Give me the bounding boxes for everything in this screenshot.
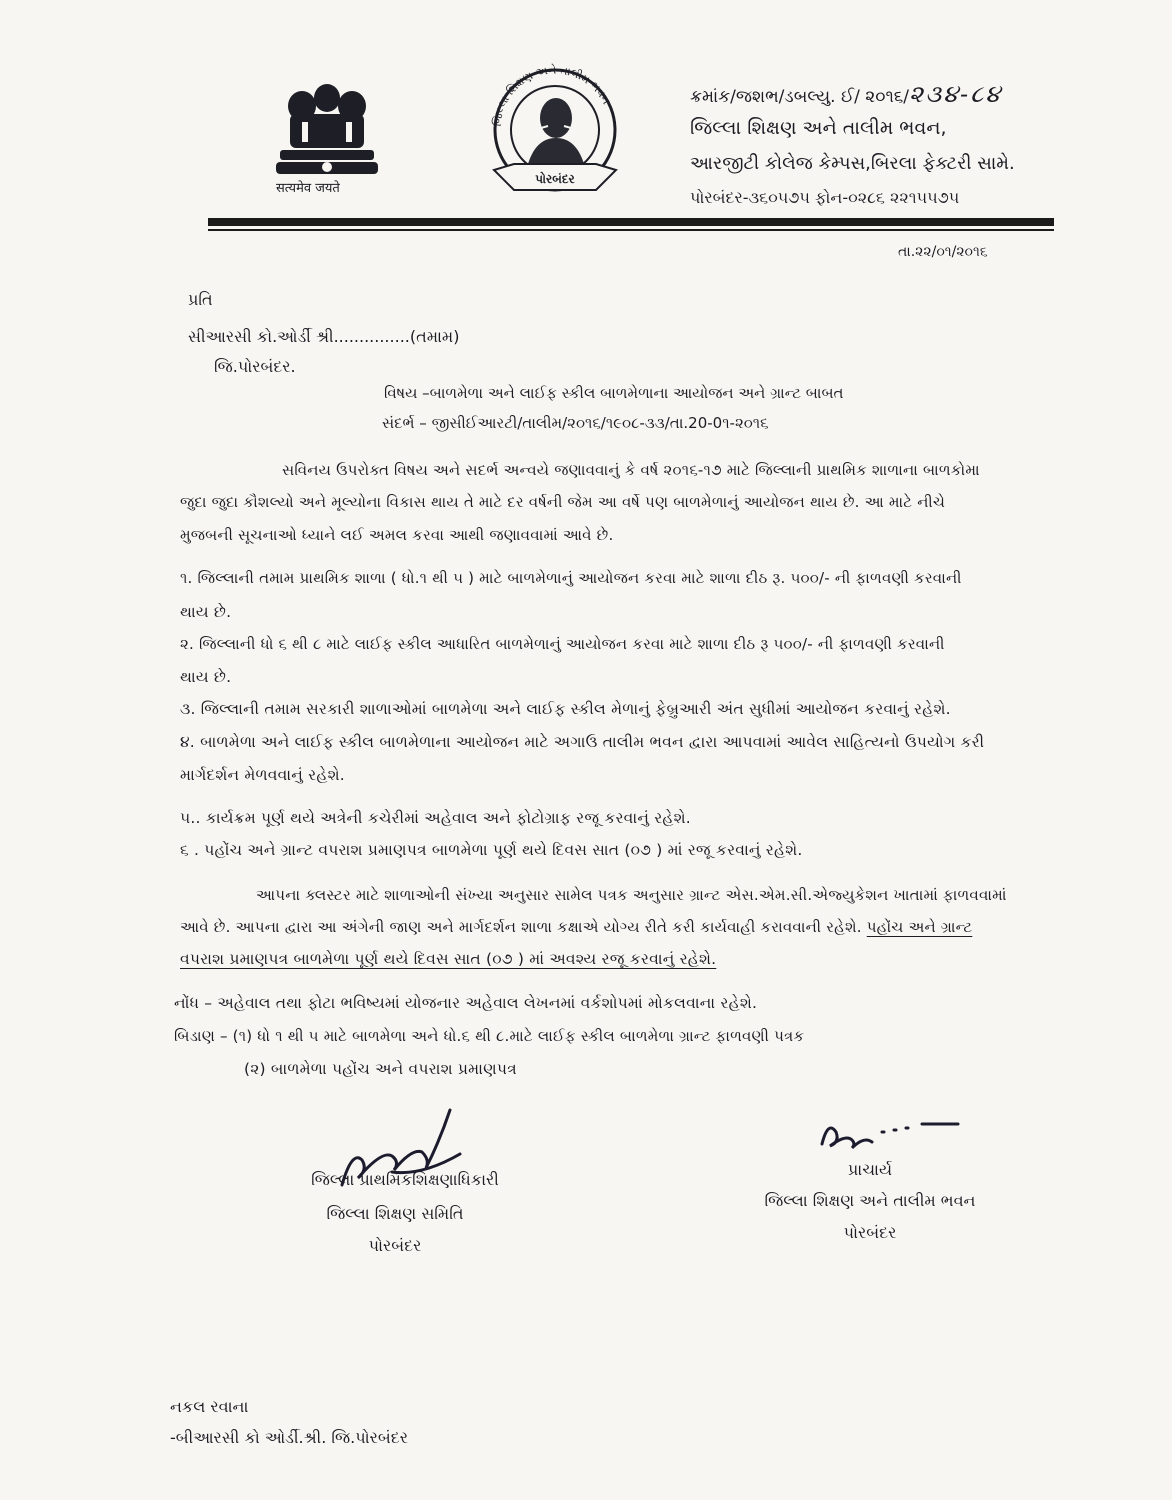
cluster-line-3: વપરાશ પ્રમાણપત્ર બાળમેળા પૂર્ણ થયે દિવસ સાત (૦૭ ) માં અવશ્ય રજૂ કરવાનું રહેશે. [180,950,717,968]
point-5: ૫.. કાર્યક્રમ પૂર્ણ થયે અત્રેની કચેરીમાં અહેવાલ અને ફોટોગ્રાફ રજૂ કરવાનું રહેશે. [180,809,691,827]
cluster-line-2-underlined: પહોંચ અને ગ્રાન્ટ [866,918,973,936]
cluster-line-1: આપના ક્લસ્ટર માટે શાળાઓની સંખ્યા અનુસાર સામેલ પત્રક અનુસાર ગ્રાન્ટ એસ.એમ.સી.એજ્યુકેશન ખાતામાં ફાળવવામાં [256,886,1007,904]
header-divider-thin [208,229,1054,231]
signature-right [812,1108,962,1158]
cluster-line-2-text: આવે છે. આપના દ્વારા આ અંગેની જાણ અને માર્ગદર્શન શાળા કક્ષાએ યોગ્ય રીતે કરી કાર્યવાહી કરાવવાની રહેશે. [180,918,867,936]
reference-handwritten: ૨૩૪-૮૪ [909,80,1003,108]
reference-prefix: ક્રમાંક/જશભ/ડબલ્યુ. ઈ/ ૨૦૧૬/ [690,87,910,107]
signatory-right-dept: જિલ્લા શિક્ષણ અને તાલીમ ભવન [764,1191,976,1210]
point-4-line-2: માર્ગદર્શન મેળવવાનું રહેશે. [180,766,345,784]
signatory-left-dept: જિલ્લા શિક્ષણ સમિતિ [326,1204,464,1223]
enclosure-1: બિડાણ – (૧) ધો ૧ થી ૫ માટે બાળમેળા અને ધો.૬ થી ૮.માટે લાઈફ સ્કીલ બાળમેળા ગ્રાન્ટ ફાળવણી પત્રક [174,1027,805,1045]
reference-line: સંદર્ભ – જીસીઈઆરટી/તાલીમ/૨૦૧૬/૧૯૦૮-૩૩/તા.20-0૧-૨૦૧૬ [382,414,769,432]
point-4-line-1: ૪. બાળમેળા અને લાઈફ સ્કીલ બાળમેળાના આયોજન માટે અગાઉ તાલીમ ભવન દ્વારા આપવામાં આવેલ સાહિત્યનો ઉપયોગ કરી [180,733,985,751]
signatory-right-title: પ્રાચાર્ય [847,1160,893,1179]
copy-recipient: -બીઆરસી કો ઓર્ડી.શ્રી. જિ.પોરબંદર [170,1428,408,1447]
recipient-district: જિ.પોરબંદર. [214,357,296,376]
signatory-right-city: પોરબંદર [843,1223,897,1242]
note-line: નોંધ – અહેવાલ તથા ફોટા ભવિષ્યમાં યોજનાર અહેવાલ લેખનમાં વર્કશોપમાં મોકલવાના રહેશે. [174,994,758,1012]
point-2-line-1: ૨. જિલ્લાની ધો ૬ થી ૮ માટે લાઈફ સ્કીલ આધારિત બાળમેળાનું આયોજન કરવા માટે શાળા દીઠ રૂ ૫૦૦/- ની ફાળવણી કરવાની [180,635,945,653]
recipient-prati: પ્રતિ [188,290,213,309]
signatory-left-city: પોરબંદર [368,1236,422,1255]
subject-line: વિષય –બાળમેળા અને લાઈફ સ્કીલ બાળમેળાના આયોજન અને ગ્રાન્ટ બાબત [384,384,844,402]
point-1-line-2: થાય છે. [180,603,232,621]
office-address: આરજીટી કોલેજ કેમ્પસ,બિરલા ફેક્ટરી સામે. [690,153,1015,174]
emblem-motto: सत्यमेव जयते [276,181,340,196]
cluster-line-2 [180,918,972,936]
bhavan-logo [476,60,634,200]
logo-banner: પોરબંદર [535,172,575,186]
letter-date: તા.૨૨/૦૧/૨૦૧૬ [898,244,988,260]
copy-heading: નકલ રવાના [170,1397,249,1416]
header-divider [208,218,1054,226]
enclosure-2: (૨) બાળમેળા પહોંચ અને વપરાશ પ્રમાણપત્ર [244,1060,517,1078]
signatory-left-title: જિલ્લા પ્રાથમિકશિક્ષણાધિકારી [311,1170,499,1189]
point-6: ૬ . પહોંચ અને ગ્રાન્ટ વપરાશ પ્રમાણપત્ર બાળમેળા પૂર્ણ થયે દિવસ સાત (૦૭ ) માં રજૂ કરવાનું રહેશે. [180,841,803,859]
point-3: ૩. જિલ્લાની તમામ સરકારી શાળાઓમાં બાળમેળા અને લાઈફ સ્કીલ મેળાનું ફેબ્રુઆરી અંત સુધીમાં આયોજન કરવાનું રહેશે. [180,700,951,718]
intro-line-3: મુજબની સૂચનાઓ ધ્યાને લઈ અમલ કરવા આથી જણાવવામાં આવે છે. [180,526,614,544]
reference-number [690,80,1002,108]
recipient-to: સીઆરસી કો.ઓર્ડી શ્રી...............(તમામ) [188,327,460,346]
office-name: જિલ્લા શિક્ષણ અને તાલીમ ભવન, [690,117,947,139]
intro-line-2: જુદા જુદા કૌશલ્યો અને મૂલ્યોના વિકાસ થાય તે માટે દર વર્ષની જેમ આ વર્ષે પણ બાળમેળાનું આયોજન થાય છે. આ માટે નીચે [180,493,946,511]
office-contact: પોરબંદર-૩૬૦૫૭૫ ફોન-૦૨૮૬ ૨૨૧૫૫૭૫ [690,188,960,207]
point-2-line-2: થાય છે. [180,668,232,686]
logo-ring-text: જિલ્લા શિક્ષણ અને તાલીમ ભવન [490,63,613,128]
point-1-line-1: ૧. જિલ્લાની તમામ પ્રાથમિક શાળા ( ધો.૧ થી ૫ ) માટે બાળમેળાનું આયોજન કરવા માટે શાળા દીઠ રૂ. ૫૦૦/- ની ફાળવણી કરવાની [180,569,962,587]
intro-line-1: સવિનય ઉપરોક્ત વિષય અને સદર્ભ અન્વયે જણાવવાનું કે વર્ષ ૨૦૧૬-૧૭ માટે જિલ્લાની પ્રાથમિક શાળાના બાળકોમા [282,461,980,479]
